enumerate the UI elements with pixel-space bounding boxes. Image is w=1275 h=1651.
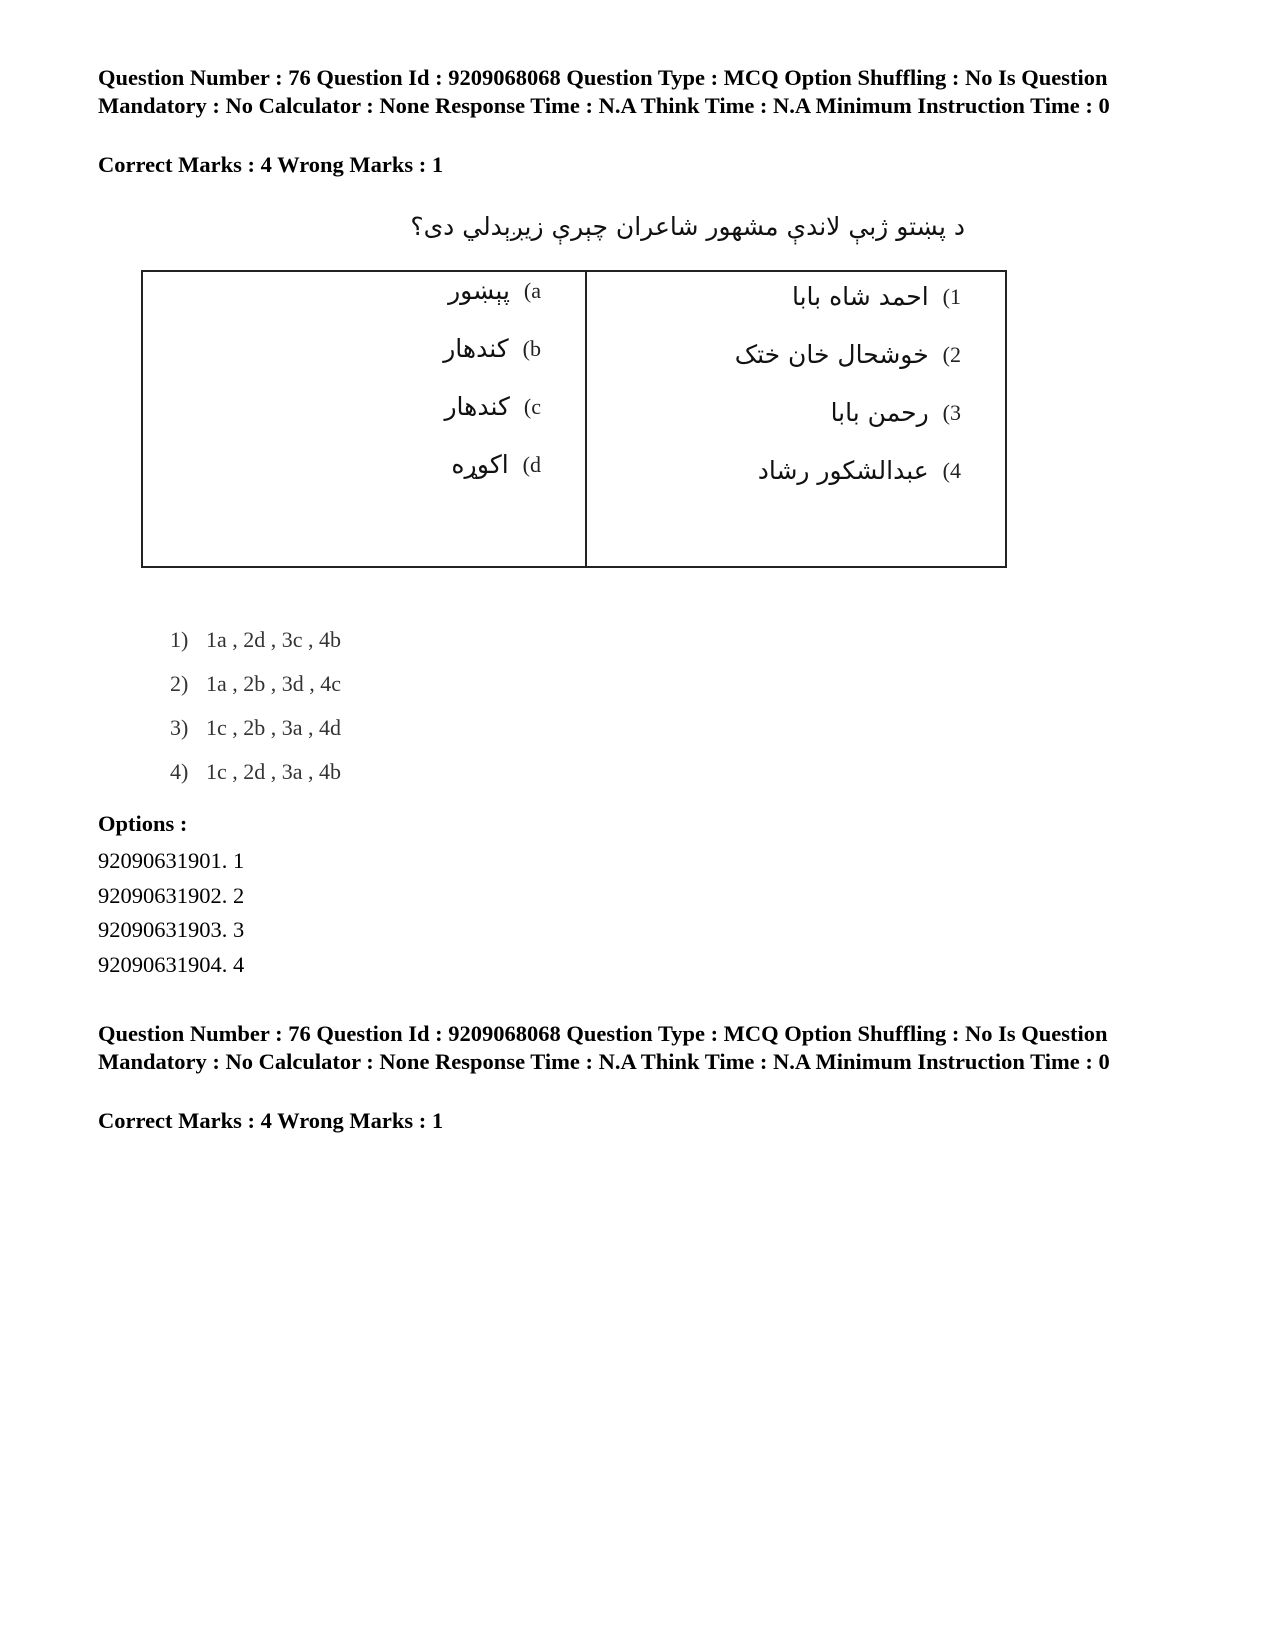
option-item[interactable]: 92090631902. 2 <box>98 882 245 908</box>
right-row-c <box>444 392 541 421</box>
option-item[interactable]: 92090631903. 3 <box>98 917 245 942</box>
marks-info: Correct Marks : 4 Wrong Marks : 1 <box>98 1108 444 1133</box>
right-column <box>143 272 587 566</box>
match-table <box>141 270 1007 568</box>
right-row-b <box>443 334 541 363</box>
row-marker: c) <box>523 393 541 419</box>
right-row-d <box>451 450 541 479</box>
left-row-1 <box>792 282 961 311</box>
row-marker: d) <box>522 451 541 477</box>
place-name: کندهار <box>444 392 510 421</box>
left-row-4 <box>758 456 961 485</box>
place-name: پېښور <box>448 276 510 305</box>
row-marker: 1) <box>942 283 961 309</box>
place-name: کندهار <box>443 334 509 363</box>
answer-choice[interactable] <box>170 706 341 750</box>
option-item[interactable]: 92090631904. 4 <box>98 951 245 977</box>
poet-name: عبدالشکور رشاد <box>757 456 929 485</box>
row-marker: b) <box>522 335 541 361</box>
marks-info: Correct Marks : 4 Wrong Marks : 1 <box>98 152 444 177</box>
question-text: د پښتو ژبې لاندې مشهور شاعران چېرې زيږېدلي دی؟ <box>410 212 965 241</box>
answer-choice[interactable] <box>170 662 341 706</box>
choice-number: 4) <box>170 759 189 784</box>
choice-text: 1a , 2b , 3d , 4c <box>206 671 342 696</box>
poet-name: رحمن بابا <box>830 398 929 427</box>
poet-name: احمد شاه بابا <box>791 282 929 311</box>
answer-choices <box>170 618 341 794</box>
choice-number: 3) <box>170 715 189 740</box>
left-row-2 <box>735 340 961 369</box>
right-row-a <box>448 276 541 305</box>
left-column <box>587 272 1005 566</box>
options-heading: Options : <box>98 811 188 836</box>
choice-text: 1c , 2b , 3a , 4d <box>206 715 342 740</box>
question-meta: Question Number : 76 Question Id : 9209068068 Question Type : MCQ Option Shuffling : No Is Question Mandatory : No Calculator : None Response Time : N.A Think Time : N.A Minimum Instruction Time : 0 <box>98 1021 1110 1074</box>
answer-choice[interactable] <box>170 750 341 794</box>
choice-text: 1c , 2d , 3a , 4b <box>206 759 342 784</box>
choice-number: 1) <box>170 627 189 652</box>
row-marker: a) <box>523 277 541 303</box>
left-row-3 <box>831 398 961 427</box>
option-list <box>98 844 244 982</box>
row-marker: 4) <box>942 457 961 483</box>
choice-number: 2) <box>170 671 189 696</box>
poet-name: خوشحال خان ختک <box>734 340 929 369</box>
row-marker: 3) <box>942 399 961 425</box>
place-name: اکوړه <box>451 450 509 479</box>
answer-choice[interactable] <box>170 618 341 662</box>
row-marker: 2) <box>942 341 961 367</box>
choice-text: 1a , 2d , 3c , 4b <box>206 627 342 652</box>
question-meta: Question Number : 76 Question Id : 9209068068 Question Type : MCQ Option Shuffling : No Is Question Mandatory : No Calculator : None Response Time : N.A Think Time : N.A Minimum Instruction Time : 0 <box>98 65 1110 118</box>
option-item[interactable]: 92090631901. 1 <box>98 848 245 873</box>
